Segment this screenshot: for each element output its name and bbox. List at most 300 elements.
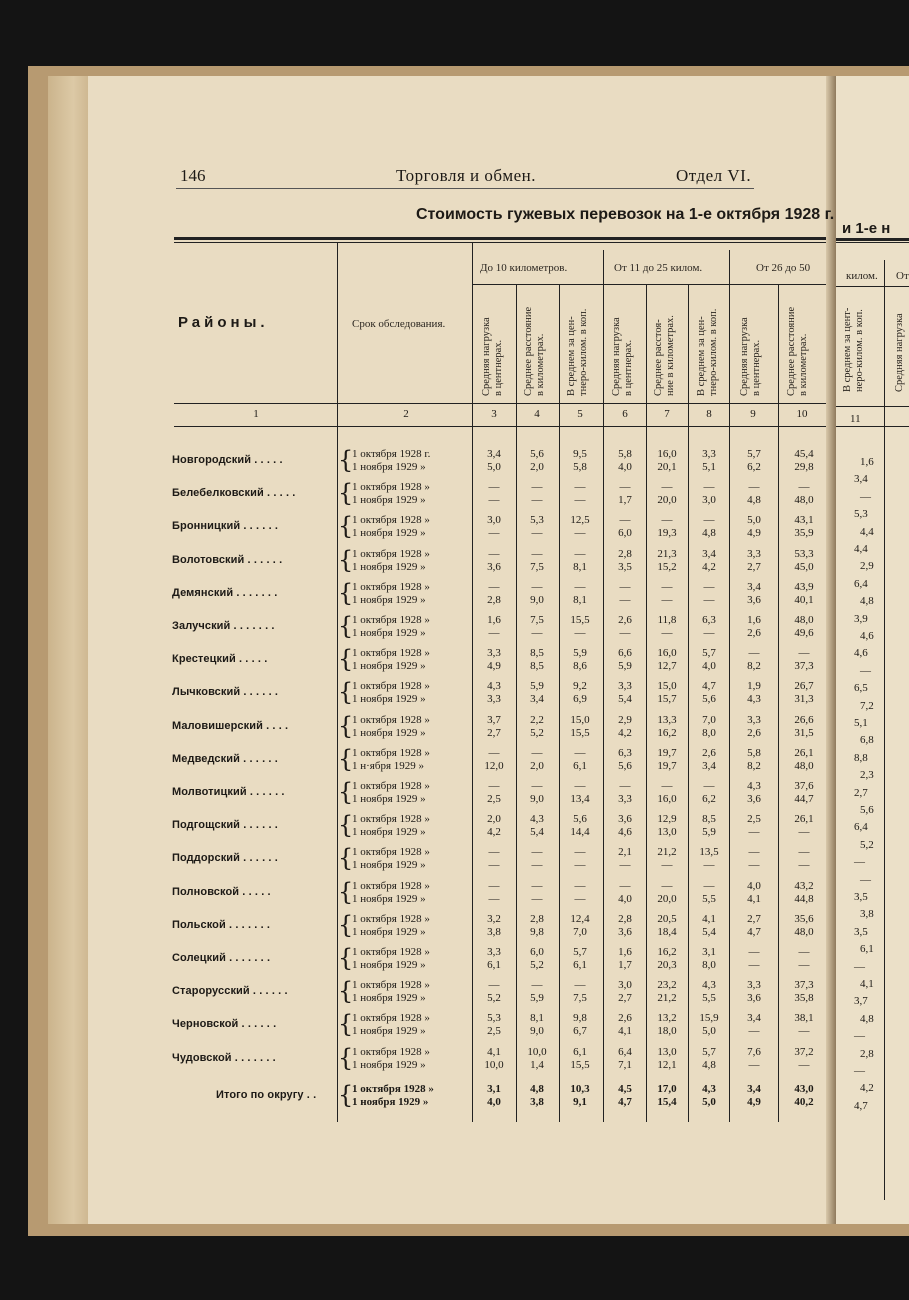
running-header-department: Отдел VI. <box>676 166 752 185</box>
next-page-title-fragment: и 1-е н <box>842 220 891 237</box>
cell-value: — <box>619 481 631 494</box>
cell-value: 4,0 <box>702 660 716 673</box>
cell-value: 5,1 <box>702 461 716 473</box>
next-page-cell-value: 3,4 <box>854 473 868 486</box>
cell-value: — <box>619 859 631 872</box>
survey-date-1929: 1 ноября 1929 » <box>352 527 426 540</box>
district-name: Черновской . . . . . . <box>172 1018 277 1031</box>
cell-value: 12,4 <box>570 912 590 925</box>
cell-value: — <box>488 859 500 872</box>
next-page-subheader: В среднем за цент- неро-килом. в коп. <box>842 307 865 392</box>
district-name: Польской . . . . . . . <box>172 918 271 931</box>
cell-value: 3,3 <box>747 979 761 992</box>
cell-value: 48,0 <box>794 614 814 626</box>
cell-value: 7,0 <box>702 713 716 726</box>
column-number-8: 8 <box>706 408 712 420</box>
next-page-cell-value: — <box>860 664 871 677</box>
cell-value: 3,3 <box>618 680 632 693</box>
cell-value: 21,3 <box>657 547 677 560</box>
cell-value: — <box>703 780 715 792</box>
next-page-cell-value: 4,2 <box>860 1082 874 1095</box>
cell-value: 3,5 <box>618 560 632 573</box>
brace-symbol: { <box>338 877 354 906</box>
cell-value: 3,4 <box>530 693 544 706</box>
running-header-section: Торговля и обмен. <box>396 166 536 185</box>
cell-value: — <box>703 514 715 527</box>
cell-value: 5,9 <box>618 660 632 673</box>
survey-date-1928: 1 октября 1928 » <box>352 514 430 527</box>
survey-date-1929: 1 ноября 1929 » <box>352 593 426 606</box>
cell-value: — <box>488 580 500 593</box>
cell-value: 9,5 <box>573 448 587 460</box>
cell-value: 3,8 <box>487 925 501 938</box>
cell-value: 4,7 <box>618 1095 632 1108</box>
district-name: Подгощский . . . . . . <box>172 819 278 832</box>
cell-value: 6,3 <box>618 746 632 759</box>
cell-value: 4,2 <box>618 726 632 739</box>
cell-value: 20,0 <box>657 494 677 507</box>
next-page-cell-value: 6,1 <box>860 943 874 956</box>
column-header-period: Срок обследования. <box>352 318 446 330</box>
cell-value: — <box>703 593 715 606</box>
cell-value: — <box>574 780 586 792</box>
cell-value: — <box>531 979 543 992</box>
cell-value: 2,5 <box>487 1025 501 1038</box>
cell-value: 2,7 <box>618 992 632 1005</box>
cell-value: 2,8 <box>618 912 632 925</box>
cell-value: 2,6 <box>747 627 761 639</box>
cell-value: 5,8 <box>747 746 761 759</box>
cell-value: — <box>488 547 500 560</box>
cell-value: — <box>798 946 810 958</box>
survey-date-1928: 1 октября 1928 » <box>352 713 430 726</box>
survey-date-1929: 1 ноября 1929 » <box>352 992 426 1005</box>
next-page-cell-value: 4,8 <box>860 595 874 608</box>
cell-value: 3,4 <box>702 759 716 772</box>
cell-value: 8,0 <box>702 726 716 739</box>
cell-value: 4,6 <box>618 826 632 839</box>
cell-value: 4,1 <box>487 1045 501 1058</box>
cell-value: 6,0 <box>618 527 632 540</box>
cell-value: 5,7 <box>702 1045 716 1058</box>
cell-value: 6,4 <box>618 1045 632 1058</box>
district-name: Демянский . . . . . . . <box>172 586 278 599</box>
cell-value: 45,0 <box>794 560 814 573</box>
survey-date-1928: 1 октября 1928 » <box>352 614 430 626</box>
cell-value: 9,8 <box>573 1012 587 1025</box>
cell-value: 4,0 <box>747 879 761 892</box>
cell-value: 3,3 <box>487 946 501 958</box>
cell-value: — <box>748 846 760 859</box>
brace-symbol: { <box>338 977 354 1006</box>
cell-value: 15,9 <box>699 1012 719 1025</box>
cell-value: 15,4 <box>657 1095 677 1108</box>
cell-value: 4,8 <box>702 1058 716 1071</box>
cell-value: 26,6 <box>794 713 814 726</box>
survey-date-1929: 1 ноября 1929 » <box>352 627 426 639</box>
cell-value: 7,5 <box>530 560 544 573</box>
cell-value: — <box>748 1025 760 1038</box>
cell-value: — <box>798 846 810 859</box>
cell-value: — <box>531 746 543 759</box>
survey-date-1929: 1 ноября 1929 » <box>352 1025 426 1038</box>
cell-value: 5,5 <box>702 992 716 1005</box>
cell-value: 3,6 <box>747 992 761 1005</box>
column-number-9: 9 <box>750 408 756 420</box>
cell-value: 6,1 <box>487 959 501 971</box>
cell-value: — <box>488 846 500 859</box>
district-name: Крестецкий . . . . . <box>172 653 268 666</box>
cell-value: 12,0 <box>484 759 504 772</box>
cell-value: 2,6 <box>702 746 716 759</box>
cell-value: — <box>798 1058 810 1071</box>
district-name: Молвотицкий . . . . . . <box>172 786 285 798</box>
next-page-cell-value: 3,5 <box>854 891 868 903</box>
cell-value: — <box>488 627 500 639</box>
cell-value: 38,1 <box>794 1012 814 1025</box>
cell-value: 48,0 <box>794 925 814 938</box>
cell-value: 6,1 <box>573 759 587 772</box>
column-number-6: 6 <box>622 408 628 420</box>
cell-value: 3,3 <box>487 647 501 660</box>
cell-value: 18,4 <box>657 925 677 938</box>
cell-value: 5,9 <box>573 647 587 660</box>
cell-value: 4,2 <box>487 826 501 839</box>
cell-value: — <box>574 481 586 494</box>
cell-value: 3,4 <box>487 448 501 460</box>
cell-value: 15,5 <box>570 726 590 739</box>
cell-value: 8,5 <box>702 813 716 826</box>
subheader-avg-distance-1: Среднее расстояние в километрах. <box>523 306 546 396</box>
cell-value: — <box>531 494 543 507</box>
cell-value: 13,2 <box>657 1012 677 1025</box>
cell-value: — <box>619 627 631 639</box>
next-page-cell-value: 5,2 <box>860 838 874 851</box>
cell-value: 4,7 <box>747 925 761 938</box>
cell-value: 13,0 <box>657 826 677 839</box>
cell-value: 7,6 <box>747 1045 761 1058</box>
cell-value: 8,1 <box>573 560 587 573</box>
district-name: Полновской . . . . . <box>172 885 271 898</box>
cell-value: 6,3 <box>702 614 716 626</box>
cell-value: 26,7 <box>794 680 814 693</box>
next-page-cell-value: — <box>854 960 865 973</box>
cell-value: 6,2 <box>747 461 761 473</box>
cell-value: — <box>488 746 500 759</box>
next-page-cell-value: 3,5 <box>854 925 868 938</box>
cell-value: 5,0 <box>487 461 501 473</box>
cell-value: — <box>748 647 760 660</box>
cell-value: 12,7 <box>657 660 677 673</box>
cell-value: — <box>531 859 543 872</box>
district-name: Медведский . . . . . . <box>172 752 278 765</box>
cell-value: — <box>574 627 586 639</box>
next-page-cell-value: 4,6 <box>860 630 874 642</box>
cell-value: 16,0 <box>657 647 677 660</box>
cell-value: 5,8 <box>573 461 587 473</box>
page-number: 146 <box>180 166 206 185</box>
cell-value: 5,7 <box>702 647 716 660</box>
cell-value: 5,4 <box>530 826 544 839</box>
cell-value: 3,3 <box>747 547 761 560</box>
cell-value: 2,9 <box>618 713 632 726</box>
cell-value: — <box>531 892 543 905</box>
survey-date-1928: 1 октября 1928 » <box>352 1012 430 1025</box>
cell-value: 43,9 <box>794 580 814 593</box>
cell-value: 5,6 <box>618 759 632 772</box>
cell-value: 5,6 <box>702 693 716 706</box>
cell-value: 10,0 <box>484 1058 504 1071</box>
cell-value: — <box>488 979 500 992</box>
cell-value: — <box>531 879 543 892</box>
cell-value: 20,0 <box>657 892 677 905</box>
cell-value: 6,1 <box>573 1045 587 1058</box>
cell-value: — <box>619 580 631 593</box>
cell-value: — <box>619 593 631 606</box>
cell-value: 17,0 <box>657 1082 677 1095</box>
cell-value: — <box>748 959 760 971</box>
survey-date-1928: 1 октября 1928 » <box>352 680 430 693</box>
cell-value: 12,5 <box>570 514 590 527</box>
brace-symbol: { <box>338 578 354 607</box>
cell-value: 2,8 <box>487 593 501 606</box>
cell-value: 5,6 <box>573 813 587 826</box>
cell-value: — <box>703 879 715 892</box>
cell-value: 6,7 <box>573 1025 587 1038</box>
cell-value: — <box>798 647 810 660</box>
cell-value: 5,3 <box>487 1012 501 1025</box>
cell-value: — <box>798 959 810 971</box>
brace-symbol: { <box>338 778 354 806</box>
cell-value: 1,6 <box>618 946 632 958</box>
subheader-avg-load-1: Средняя нагрузка в центнерах. <box>481 317 504 396</box>
cell-value: — <box>798 481 810 494</box>
district-name: Белебелковский . . . . . <box>172 487 296 500</box>
cell-value: 31,3 <box>794 693 814 706</box>
cell-value: 15,7 <box>657 693 677 706</box>
cell-value: 2,5 <box>487 793 501 805</box>
next-page-cell-value: 4,4 <box>860 525 874 538</box>
cell-value: — <box>661 514 673 527</box>
subheader-cost-per-ckm-1: В среднем за цен- тнеро-килом. в коп. <box>566 308 589 396</box>
brace-symbol: { <box>338 545 354 574</box>
district-name: Солецкий . . . . . . . <box>172 952 271 964</box>
cell-value: — <box>619 879 631 892</box>
cell-value: 5,8 <box>618 448 632 460</box>
cell-value: 5,2 <box>487 992 501 1005</box>
cell-value: 1,9 <box>747 680 761 693</box>
survey-date-1928: 1 октября 1928 » <box>352 746 430 759</box>
cell-value: 15,5 <box>570 1058 590 1071</box>
next-page-cell-value: — <box>854 856 865 869</box>
cell-value: 19,3 <box>657 527 677 540</box>
cell-value: — <box>661 859 673 872</box>
cell-value: 1,7 <box>618 494 632 507</box>
next-page-cell-value: 4,7 <box>854 1099 868 1112</box>
cell-value: 29,8 <box>794 461 814 473</box>
cell-value: 4,2 <box>702 560 716 573</box>
cell-value: 8,0 <box>702 959 716 971</box>
cell-value: — <box>488 892 500 905</box>
cell-value: 37,2 <box>794 1045 814 1058</box>
cell-value: 10,0 <box>527 1045 547 1058</box>
cell-value: — <box>531 580 543 593</box>
cell-value: — <box>574 746 586 759</box>
next-page-cell-value: 6,5 <box>854 682 868 695</box>
cell-value: 35,6 <box>794 912 814 925</box>
survey-date-1929: 1 ноября 1929 » <box>352 826 426 839</box>
brace-symbol: { <box>338 944 354 972</box>
total-label: Итого по округу . . <box>216 1088 317 1101</box>
cell-value: 4,5 <box>618 1082 632 1095</box>
next-page-cell-value: 7,2 <box>860 699 874 712</box>
cell-value: 15,0 <box>570 713 590 726</box>
cell-value: 2,7 <box>487 726 501 739</box>
next-page-cell-value: 2,7 <box>854 786 868 799</box>
cell-value: 8,6 <box>573 660 587 673</box>
column-number-7: 7 <box>664 408 670 420</box>
cell-value: 9,0 <box>530 593 544 606</box>
survey-date-1929: 1 ноября 1929 » <box>352 494 426 507</box>
cell-value: 3,3 <box>487 693 501 706</box>
cell-value: 5,0 <box>747 514 761 527</box>
cell-value: 21,2 <box>657 992 677 1005</box>
district-name: Бронницкий . . . . . . <box>172 520 279 533</box>
cell-value: — <box>661 879 673 892</box>
cell-value: 9,0 <box>530 1025 544 1038</box>
survey-date-1929: 1 ноября 1929 » <box>352 793 426 805</box>
column-number-3: 3 <box>491 408 497 420</box>
cell-value: 8,2 <box>747 759 761 772</box>
cell-value: 4,0 <box>618 892 632 905</box>
district-name: Поддорский . . . . . . <box>172 852 278 865</box>
survey-date-1929: 1 ноября 1929 » <box>352 959 426 971</box>
cell-value: — <box>798 1025 810 1038</box>
cell-value: 5,9 <box>530 992 544 1005</box>
cell-value: — <box>574 547 586 560</box>
cell-value: 5,0 <box>702 1095 716 1108</box>
book-gutter <box>826 76 836 1224</box>
cell-value: 1,7 <box>618 959 632 971</box>
cell-value: 4,3 <box>487 680 501 693</box>
cell-value: 3,6 <box>618 813 632 826</box>
brace-symbol: { <box>338 612 354 640</box>
survey-date-1929: 1 ноября 1929 » <box>352 925 426 938</box>
survey-date-1928: 1 октября 1928 » <box>352 813 430 826</box>
cell-value: 3,4 <box>747 1012 761 1025</box>
cell-value: 53,3 <box>794 547 814 560</box>
next-page-cell-value: 2,8 <box>860 1047 874 1060</box>
survey-date-1929: 1 ноября 1929 » <box>352 1095 429 1108</box>
cell-value: 2,0 <box>530 759 544 772</box>
cell-value: — <box>661 593 673 606</box>
survey-date-1928: 1 октября 1928 » <box>352 580 430 593</box>
cell-value: 8,1 <box>573 593 587 606</box>
next-page-subheader-2: Средняя нагрузка <box>894 313 905 392</box>
cell-value: 4,3 <box>702 1082 716 1095</box>
cell-value: 5,9 <box>702 826 716 839</box>
cell-value: 16,0 <box>657 448 677 460</box>
cell-value: 12,1 <box>657 1058 677 1071</box>
cell-value: 3,2 <box>487 912 501 925</box>
cell-value: 35,9 <box>794 527 814 540</box>
cell-value: 11,8 <box>657 614 677 626</box>
cell-value: 4,0 <box>487 1095 501 1108</box>
cell-value: 13,0 <box>657 1045 677 1058</box>
brace-symbol: { <box>338 744 354 773</box>
next-page-cell-value: 6,4 <box>854 577 868 590</box>
cell-value: 16,2 <box>657 946 677 958</box>
cell-value: 19,7 <box>657 759 677 772</box>
next-page-cell-value: 5,3 <box>854 508 868 521</box>
cell-value: 1,4 <box>530 1058 544 1071</box>
cell-value: 20,1 <box>657 461 677 473</box>
cell-value: 43,1 <box>794 514 814 527</box>
cell-value: — <box>574 580 586 593</box>
cell-value: 3,4 <box>747 1082 761 1095</box>
subheader-cost-per-ckm-2: В среднем за цен- тнеро-килом. в коп. <box>696 308 719 396</box>
next-page-cell-value: 4,4 <box>854 543 868 555</box>
cell-value: — <box>748 859 760 872</box>
cell-value: — <box>531 547 543 560</box>
survey-date-1929: 1 ноября 1929 » <box>352 1058 426 1071</box>
next-page-group-fragment: килом. <box>846 270 878 282</box>
cell-value: 4,8 <box>530 1082 544 1095</box>
next-page-cell-value: 5,1 <box>854 717 868 729</box>
next-page-cell-value: — <box>854 1030 865 1043</box>
next-page-cell-value: 4,8 <box>860 1012 874 1025</box>
cell-value: — <box>703 859 715 872</box>
cell-value: 4,8 <box>702 527 716 540</box>
survey-date-1929: 1 ноября 1929 » <box>352 693 426 706</box>
survey-date-1929: 1 ноября 1929 » <box>352 560 426 573</box>
cell-value: 13,5 <box>699 846 719 859</box>
cell-value: 37,3 <box>794 660 814 673</box>
cell-value: 19,7 <box>657 746 677 759</box>
cell-value: 5,7 <box>573 946 587 958</box>
cell-value: — <box>574 494 586 507</box>
cell-value: 49,6 <box>794 627 814 639</box>
district-name: Волотовский . . . . . . <box>172 553 283 566</box>
district-name: Новгородский . . . . . <box>172 454 283 466</box>
cell-value: 16,0 <box>657 793 677 805</box>
cell-value: 4,9 <box>747 527 761 540</box>
cell-value: 2,6 <box>618 614 632 626</box>
cell-value: 4,9 <box>487 660 501 673</box>
cell-value: — <box>661 627 673 639</box>
cell-value: 20,5 <box>657 912 677 925</box>
cell-value: — <box>661 580 673 593</box>
cell-value: — <box>703 481 715 494</box>
cell-value: — <box>661 780 673 792</box>
brace-symbol: { <box>338 645 354 674</box>
brace-symbol: { <box>338 1080 354 1109</box>
cell-value: 21,2 <box>657 846 677 859</box>
cell-value: 37,6 <box>794 780 814 792</box>
cell-value: 35,8 <box>794 992 814 1005</box>
cell-value: — <box>574 527 586 540</box>
subheader-avg-distance-2: Среднее расстоя- ние в километрах. <box>653 315 676 396</box>
next-page-cell-value: 6,8 <box>860 734 874 747</box>
cell-value: — <box>488 780 500 792</box>
page-edge-strip <box>48 76 90 1224</box>
cell-value: 4,7 <box>702 680 716 693</box>
cell-value: 40,2 <box>794 1095 814 1108</box>
cell-value: — <box>798 826 810 839</box>
cell-value: 8,5 <box>530 660 544 673</box>
cell-value: 3,6 <box>747 593 761 606</box>
cell-value: 2,1 <box>618 846 632 859</box>
